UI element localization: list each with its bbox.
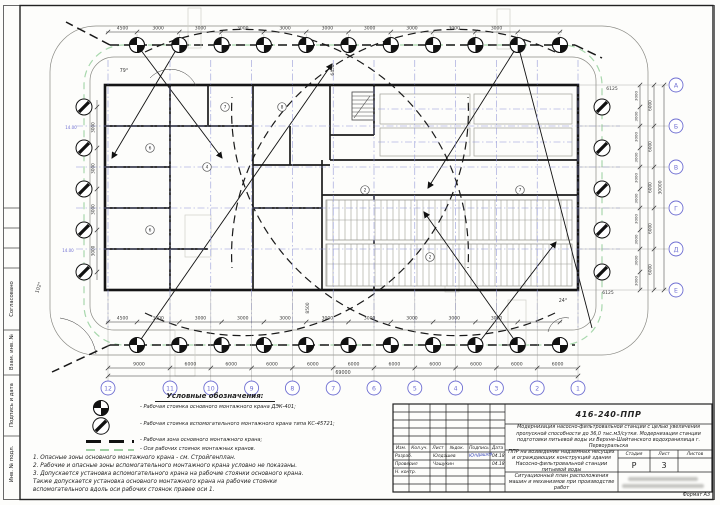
main-crane-marker — [468, 338, 476, 346]
dim-label: 3000 — [633, 255, 639, 266]
axis-number: 8 — [290, 385, 295, 393]
axis-number: 1 — [576, 385, 580, 393]
dim-label: 3000 — [152, 26, 164, 32]
main-crane-marker — [179, 45, 187, 53]
axis-number: 9 — [249, 385, 254, 393]
dim-label: 3000 — [406, 316, 418, 322]
dim-label: 3000 — [363, 316, 376, 322]
sheet-title: Ситуационный план расположения машин и механизмов при производстве работ — [508, 472, 615, 492]
main-crane-marker — [426, 338, 434, 346]
radius-tag: 14.00 — [62, 248, 74, 253]
main-crane-marker — [560, 45, 568, 53]
sheets-label: Листов — [686, 451, 704, 457]
main-crane-marker — [137, 345, 145, 353]
dim-label: 3000 — [363, 26, 376, 32]
legend-work-zone-icon — [86, 440, 134, 443]
stamp-col-koluch: Кол.уч. — [411, 445, 428, 451]
main-crane-marker — [172, 38, 180, 46]
main-crane-marker — [264, 45, 272, 53]
stage-label: Стадия — [625, 451, 643, 457]
main-crane-marker — [510, 338, 518, 346]
main-crane-marker — [383, 38, 391, 46]
axis-number: 2 — [535, 385, 540, 393]
project-description: Модернизация насосно-фильтровальной станции с целью увеличения пропускной способности до 36,0 тыс.м3/сутки. Модернизация станции подготовки питьевой воды из Верхне-Шайтанского водохранилища г. Первоуральска — [516, 424, 701, 450]
dim-label: 6000 — [184, 362, 197, 368]
room-number: 2 — [428, 255, 432, 261]
work-subject: ППР на возведение надземных несущих и ограждающих конструкций здания Насосно-фильтровальной станции питьевой воды — [508, 448, 615, 474]
dim-label: 3000 — [490, 26, 503, 32]
stamp-col-list: Лист — [432, 445, 444, 451]
axis-number: 3 — [494, 385, 499, 393]
main-crane-marker — [518, 45, 526, 53]
dim-label: 3000 — [633, 111, 639, 122]
main-crane-marker — [510, 38, 518, 46]
stamp-col-data: Дата — [491, 445, 504, 451]
dim-label: 3000 — [279, 26, 291, 32]
dim-label: 3000 — [152, 316, 164, 322]
main-crane-marker — [179, 345, 187, 353]
dim-label: 6000 — [551, 362, 564, 368]
main-crane-marker — [468, 38, 476, 46]
stamp-signature: Юлдашев — [468, 452, 493, 459]
doc-number: 416-240-ППР — [575, 409, 642, 419]
angle-label: 24° — [558, 299, 568, 304]
dim-label: 6000 — [306, 362, 319, 368]
dim-label: 3000 — [321, 316, 334, 322]
stamp-role: Н. контр. — [395, 469, 417, 475]
main-crane-marker — [306, 45, 314, 53]
dim-label: 3000 — [448, 316, 460, 322]
dim-label: 6000 — [647, 100, 653, 111]
main-crane-marker — [391, 345, 399, 353]
main-crane-marker — [214, 338, 222, 346]
main-crane-marker — [383, 338, 391, 346]
dim-label: 3000 — [633, 214, 639, 224]
dim-label: 6000 — [388, 362, 401, 368]
offset-dim: 6125 — [606, 87, 618, 92]
dim-label: 3000 — [490, 316, 503, 322]
stamp-role: Проверил — [395, 461, 418, 467]
dim-label: 6000 — [647, 141, 653, 152]
legend-item: - Рабочая зона основного монтажного крана; — [140, 437, 263, 443]
room-number: 7 — [518, 188, 522, 194]
main-crane-marker — [349, 345, 357, 353]
room-number: 7 — [223, 105, 227, 111]
angle-label: 79° — [119, 69, 129, 74]
axis-letter: В — [673, 164, 679, 172]
main-crane-marker — [214, 38, 222, 46]
total-dim-label: 30000 — [658, 180, 664, 195]
stamp-col-ndok: №док. — [449, 445, 465, 451]
dim-label: 3000 — [633, 91, 639, 101]
left-strip-cell-podpis: Подпись и дата — [8, 383, 15, 427]
main-crane-marker — [264, 345, 272, 353]
main-crane-marker — [475, 345, 483, 353]
main-crane-marker — [426, 38, 434, 46]
vertical-dim: 6450 — [331, 64, 336, 76]
left-strip-cell-inv: Инв. № подл. — [8, 445, 15, 483]
note-line: Также допускается установка основного монтажного крана на рабочие стоянки — [33, 479, 277, 485]
stamp-name: Чащукин — [433, 461, 454, 467]
main-crane-marker — [299, 38, 307, 46]
dim-label: 4500 — [116, 316, 129, 322]
main-crane-marker — [299, 338, 307, 346]
main-crane-marker — [172, 338, 180, 346]
equipment-ghosts — [175, 8, 526, 376]
dim-label: 3000 — [406, 26, 418, 32]
org-name-blurred — [628, 477, 698, 481]
axis-letter: Д — [673, 246, 679, 254]
dim-label: 3000 — [633, 152, 639, 163]
dim-label: 9000 — [133, 362, 145, 368]
axis-number: 12 — [104, 385, 112, 393]
dim-label: 3000 — [633, 132, 639, 142]
note-line: вспомогательного вдоль оси рабочих стоянок правее оси 1. — [33, 487, 215, 493]
dim-label: 6000 — [347, 362, 360, 368]
main-crane-marker — [518, 345, 526, 353]
dim-label: 6000 — [647, 223, 653, 234]
angle-label: 102° — [35, 281, 44, 295]
vertical-dim: 8500 — [306, 302, 311, 314]
sheet-label: Лист — [658, 451, 670, 457]
main-crane-marker — [222, 45, 230, 53]
dim-label: 6000 — [429, 362, 442, 368]
dim-label: 6000 — [510, 362, 523, 368]
org-name-blurred — [622, 484, 704, 488]
main-crane-marker — [137, 45, 145, 53]
dim-label: 3000 — [633, 234, 639, 245]
dim-label: 6000 — [647, 182, 653, 193]
dim-label: 6000 — [470, 362, 482, 368]
note-line: 2. Рабочие и опасные зоны вспомогательного монтажного крана условно не показаны. — [33, 463, 298, 469]
dim-label: 4500 — [116, 26, 129, 32]
main-crane-marker — [130, 38, 138, 46]
radius-tag: 14.00 — [65, 125, 77, 130]
legend-axes-icon — [86, 449, 134, 451]
legend-title: Условные обозначения: — [155, 392, 275, 402]
stamp-col-izm: Изм. — [395, 445, 407, 451]
dim-label: 3000 — [279, 316, 291, 322]
legend-item: - Оси рабочих стоянок монтажных кранов. — [140, 446, 256, 452]
dim-label: 3000 — [90, 245, 96, 257]
note-line: 3. Допускается установка вспомогательного крана на рабочие стоянки основного крана. — [33, 471, 304, 477]
axis-number: 11 — [166, 385, 174, 393]
dim-label: 3000 — [90, 122, 96, 133]
stamp-role: Разраб. — [395, 453, 413, 459]
legend-item: - Рабочая стоянка основного монтажного крана ДЭК-401; — [140, 404, 296, 410]
axis-letter: А — [673, 82, 679, 90]
main-crane-marker — [349, 45, 357, 53]
room-number: 6 — [148, 146, 152, 152]
room-number: 8 — [280, 105, 284, 111]
filter-cells — [326, 200, 572, 286]
axis-number: 5 — [412, 385, 417, 393]
axis-letter: Б — [673, 123, 679, 131]
dim-label: 3000 — [633, 276, 639, 286]
dim-label: 6000 — [225, 362, 238, 368]
stage-value: Р — [631, 460, 637, 470]
main-crane-marker — [553, 38, 561, 46]
main-crane-marker — [560, 345, 568, 353]
total-dim-label: 69000 — [335, 370, 351, 376]
dim-label: 3000 — [194, 316, 207, 322]
axis-number: 10 — [206, 385, 215, 393]
main-crane-marker — [256, 38, 264, 46]
main-crane-marker — [433, 45, 441, 53]
main-crane-marker — [553, 338, 561, 346]
main-crane-marker — [475, 45, 483, 53]
main-crane-marker — [341, 338, 349, 346]
room-number: 6 — [148, 228, 152, 234]
dim-label: 3000 — [90, 204, 96, 215]
room-number: 2 — [363, 188, 367, 194]
dim-label: 3000 — [448, 26, 460, 32]
axis-number: 6 — [372, 385, 376, 393]
room-number: 4 — [205, 165, 209, 171]
dim-label: 3000 — [237, 26, 249, 32]
left-strip-cell-vzam: Взам. инв. № — [8, 334, 15, 370]
dim-label: 3000 — [194, 26, 207, 32]
road-ring — [50, 26, 648, 355]
legend-main-crane-icon — [92, 399, 110, 417]
left-strip-agreed: Согласовано — [8, 281, 15, 317]
format-label: Формат А3 — [682, 492, 710, 498]
main-crane-marker — [130, 338, 138, 346]
main-crane-marker — [222, 345, 230, 353]
dim-label: 6000 — [266, 362, 278, 368]
stamp-col-podpis: Подпись — [469, 445, 489, 451]
legend-item: - Рабочая стоянка вспомогательного монтажного крана типа КС-45721; — [140, 421, 335, 427]
legend-aux-crane-icon — [91, 416, 111, 436]
dim-label: 3000 — [321, 26, 334, 32]
sheet-number: 3 — [661, 460, 667, 470]
dim-label: 3000 — [90, 163, 96, 174]
main-crane-marker — [433, 345, 441, 353]
main-crane-marker — [391, 45, 399, 53]
main-crane-marker — [306, 345, 314, 353]
stamp-date: 04.18 — [492, 461, 505, 467]
axis-letter: Г — [674, 205, 678, 213]
offset-dim: 6125 — [602, 291, 614, 296]
axis-number: 7 — [331, 385, 336, 393]
stamp-date: 04.18 — [492, 453, 505, 459]
axis-letter: Е — [674, 287, 678, 295]
axis-number: 4 — [453, 385, 458, 393]
dim-label: 6000 — [647, 264, 653, 275]
dim-label: 3000 — [237, 316, 249, 322]
dim-label: 3000 — [633, 173, 639, 183]
main-crane-marker — [341, 38, 349, 46]
staircase — [352, 92, 374, 120]
dim-label: 3000 — [633, 193, 639, 204]
main-crane-marker — [256, 338, 264, 346]
note-line: 1. Опасные зоны основного монтажного крана - см. Стройгенплан. — [33, 455, 236, 461]
basins — [380, 94, 572, 156]
stamp-name: Юлдашев — [433, 453, 456, 459]
